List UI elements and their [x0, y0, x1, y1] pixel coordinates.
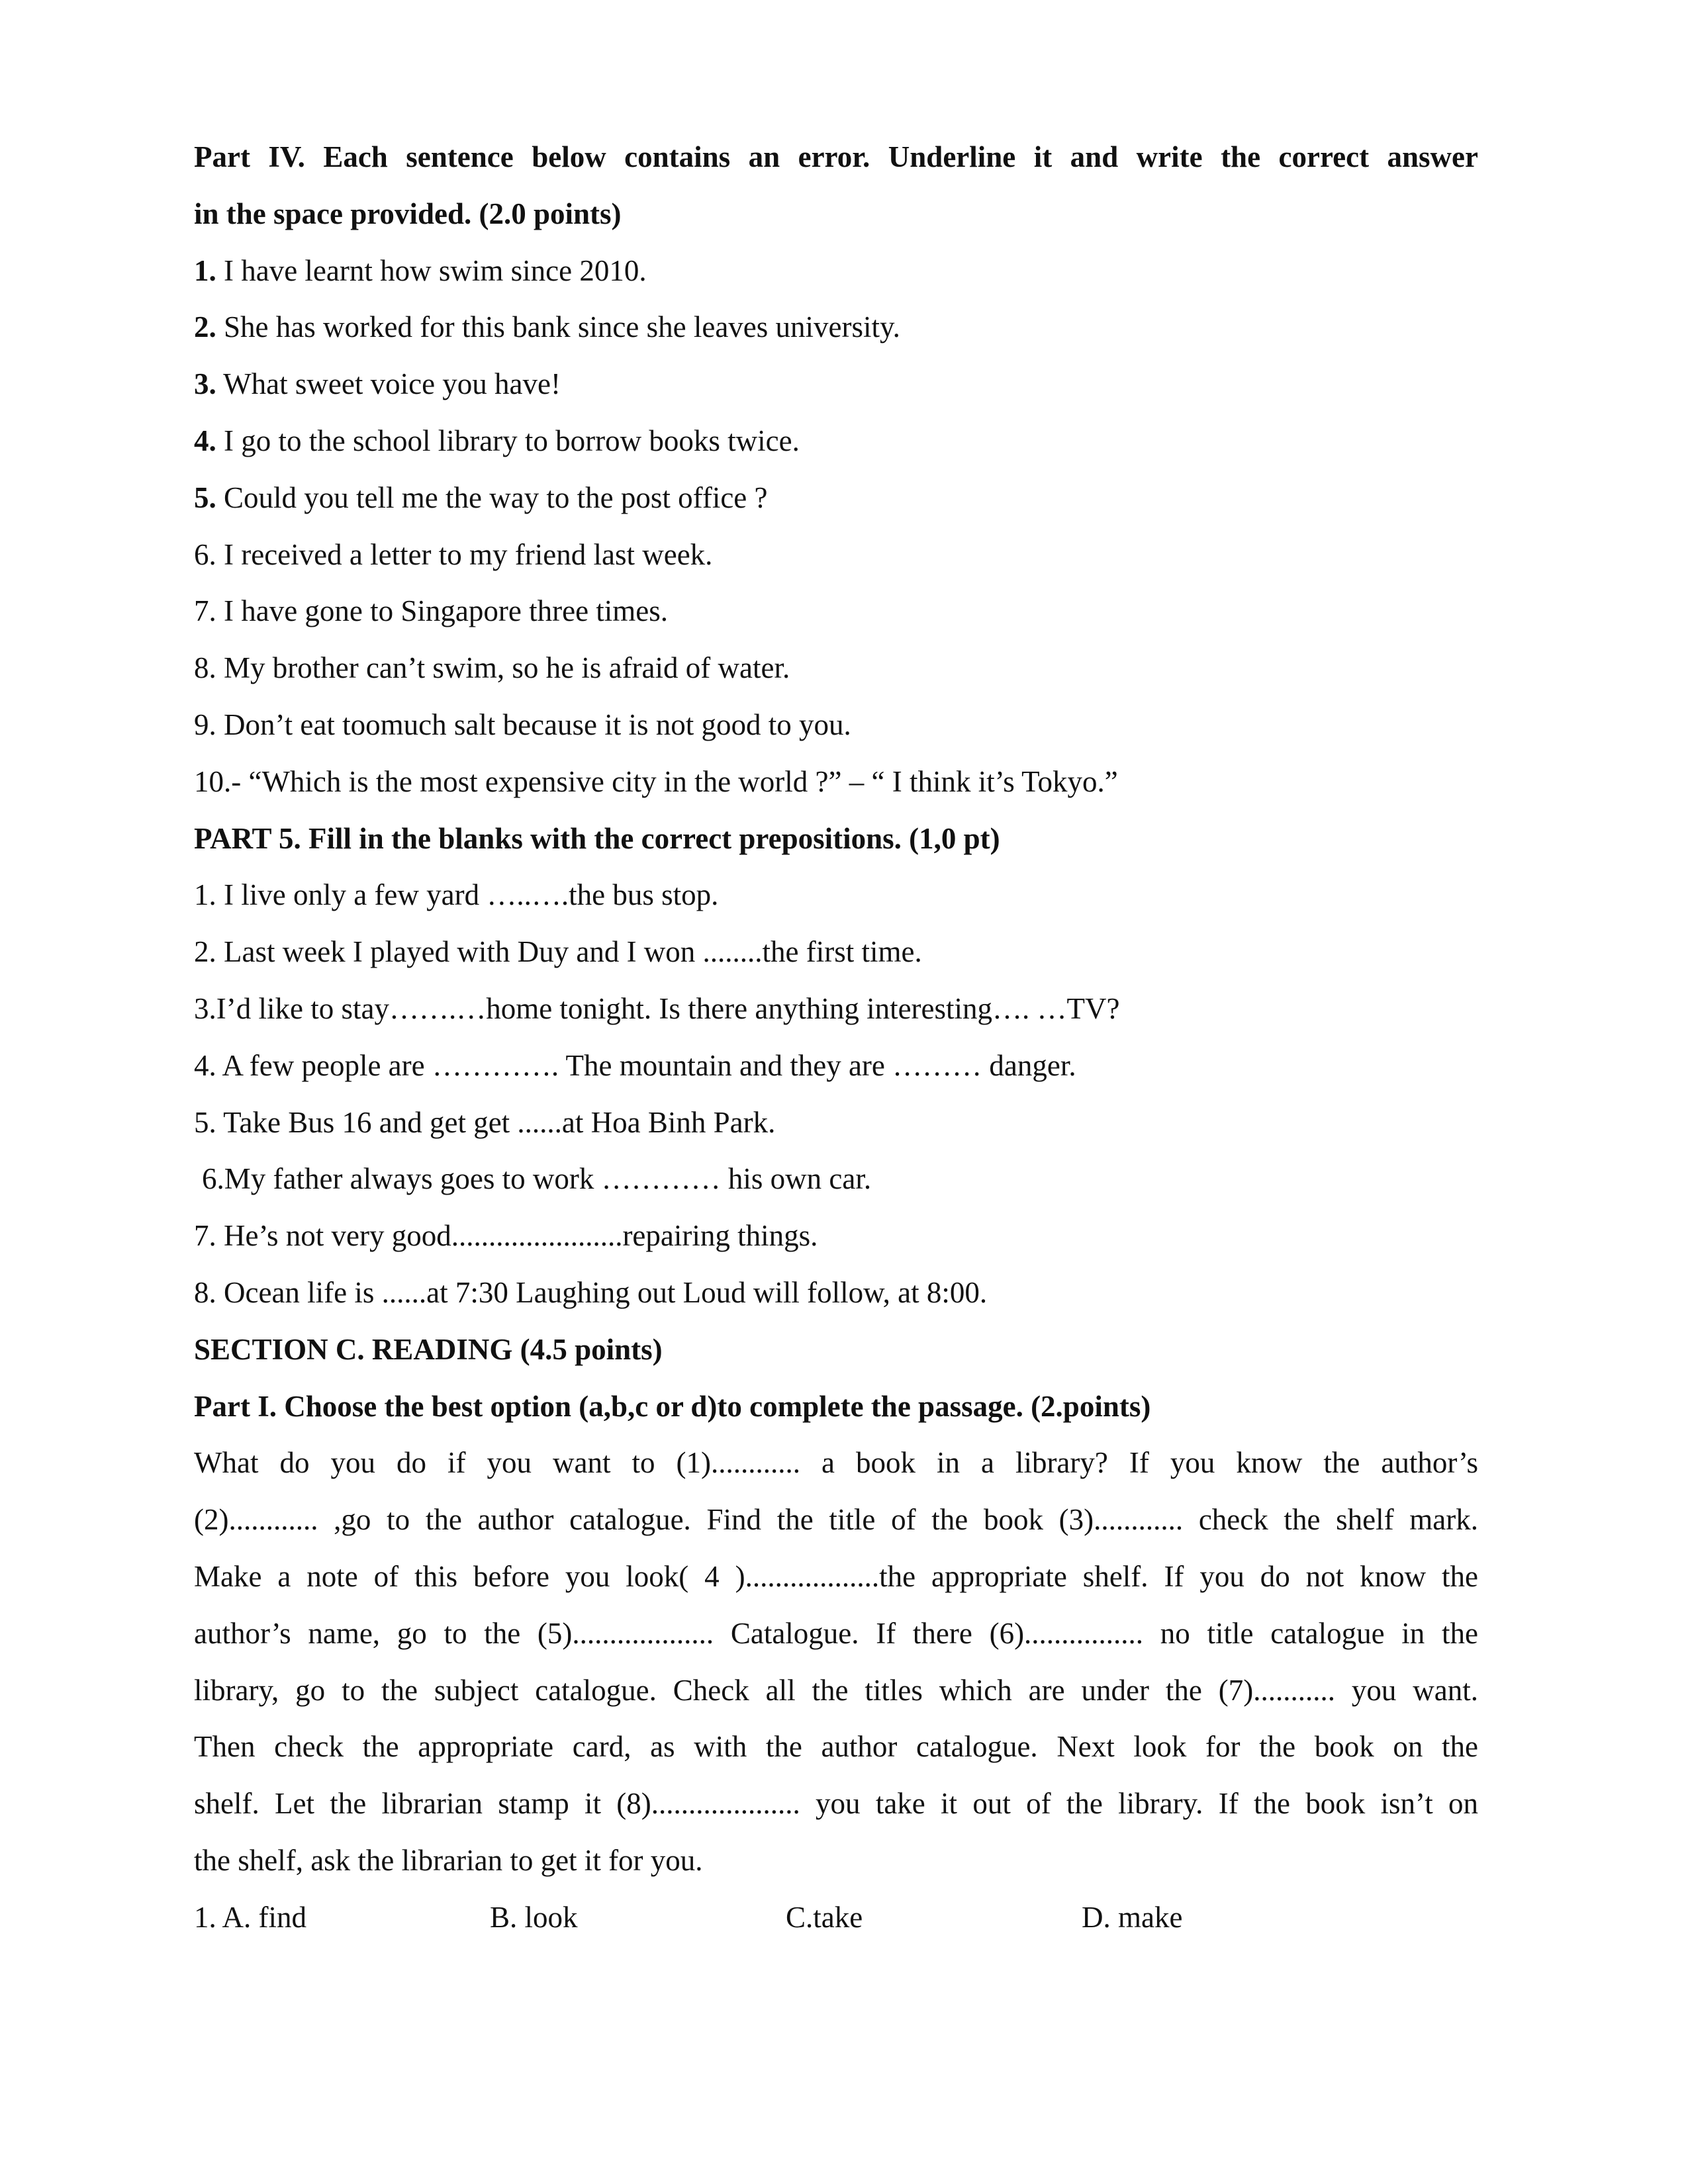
item-text: Could you tell me the way to the post office ? — [216, 480, 768, 514]
passage-line-6: Then check the appropriate card, as with the author catalogue. Next look for the book on the — [194, 1730, 1478, 1764]
item-number: 4. — [194, 424, 216, 457]
passage-line-5: library, go to the subject catalogue. Check all the titles which are under the (7)........... you want. — [194, 1673, 1478, 1707]
option-a: 1. A. find — [194, 1900, 307, 1934]
section-c-heading: SECTION C. READING (4.5 points) — [194, 1332, 663, 1366]
part4-item-10: 10.- “Which is the most expensive city in the world ?” – “ I think it’s Tokyo.” — [194, 764, 1118, 798]
option-b: B. look — [490, 1900, 578, 1934]
section-c-part1-heading: Part I. Choose the best option (a,b,c or d)to complete the passage. (2.points) — [194, 1389, 1151, 1423]
passage-line-4: author’s name, go to the (5)................... Catalogue. If there (6)................ no title catalogue in the — [194, 1616, 1478, 1650]
part4-item-4 — [194, 413, 1478, 470]
part4-item-6: 6. I received a letter to my friend last week. — [194, 537, 713, 571]
part5-heading: PART 5. Fill in the blanks with the correct prepositions. (1,0 pt) — [194, 821, 1000, 855]
passage-line-3: Make a note of this before you look( 4 )..................the appropriate shelf. If you do not know the — [194, 1559, 1478, 1593]
part4-item-8: 8. My brother can’t swim, so he is afraid of water. — [194, 651, 790, 685]
passage-line-7: shelf. Let the librarian stamp it (8).................... you take it out of the library. If the book isn’t on — [194, 1787, 1478, 1821]
item-text: I go to the school library to borrow books twice. — [216, 424, 800, 457]
passage-line-2: (2)............ ,go to the author catalogue. Find the title of the book (3)............ check the shelf mark. — [194, 1503, 1478, 1537]
part5-item-4: 4. A few people are …………. The mountain and they are ……… danger. — [194, 1048, 1076, 1082]
part5-item-8: 8. Ocean life is ......at 7:30 Laughing out Loud will follow, at 8:00. — [194, 1275, 988, 1309]
option-d: D. make — [1082, 1900, 1183, 1934]
item-text: What sweet voice you have! — [216, 367, 561, 401]
part4-heading-line1: Part IV. Each sentence below contains an error. Underline it and write the correct answer — [194, 140, 1478, 173]
part4-heading-line2: in the space provided. (2.0 points) — [194, 197, 622, 230]
part5-item-5: 5. Take Bus 16 and get get ......at Hoa Binh Park. — [194, 1105, 776, 1139]
item-number: 1. — [194, 253, 216, 287]
item-text: She has worked for this bank since she leaves university. — [216, 310, 900, 344]
item-text: I have learnt how swim since 2010. — [216, 253, 647, 287]
part4-item-2 — [194, 299, 1478, 356]
part4-item-9: 9. Don’t eat toomuch salt because it is not good to you. — [194, 707, 851, 741]
part5-item-2: 2. Last week I played with Duy and I won ........the first time. — [194, 935, 922, 969]
passage-line-8: the shelf, ask the librarian to get it for you. — [194, 1843, 703, 1877]
part5-item-1: 1. I live only a few yard …..….the bus stop. — [194, 878, 719, 912]
document-page — [194, 129, 1478, 1946]
item-number: 3. — [194, 367, 216, 401]
question-1-options — [194, 1889, 1478, 1946]
part5-item-7: 7. He’s not very good.......................repairing things. — [194, 1219, 818, 1253]
part5-item-3: 3.I’d like to stay…….…home tonight. Is there anything interesting…. …TV? — [194, 991, 1120, 1025]
part5-item-6: 6.My father always goes to work ………… his own car. — [202, 1162, 872, 1196]
part4-item-7: 7. I have gone to Singapore three times. — [194, 594, 669, 628]
part4-item-1 — [194, 243, 1478, 300]
item-number: 5. — [194, 480, 216, 514]
option-c: C.take — [786, 1900, 863, 1934]
part4-item-5 — [194, 470, 1478, 527]
passage-line-1: What do you do if you want to (1)............ a book in a library? If you know the author’s — [194, 1446, 1478, 1480]
item-number: 2. — [194, 310, 216, 344]
part4-item-3 — [194, 356, 1478, 413]
